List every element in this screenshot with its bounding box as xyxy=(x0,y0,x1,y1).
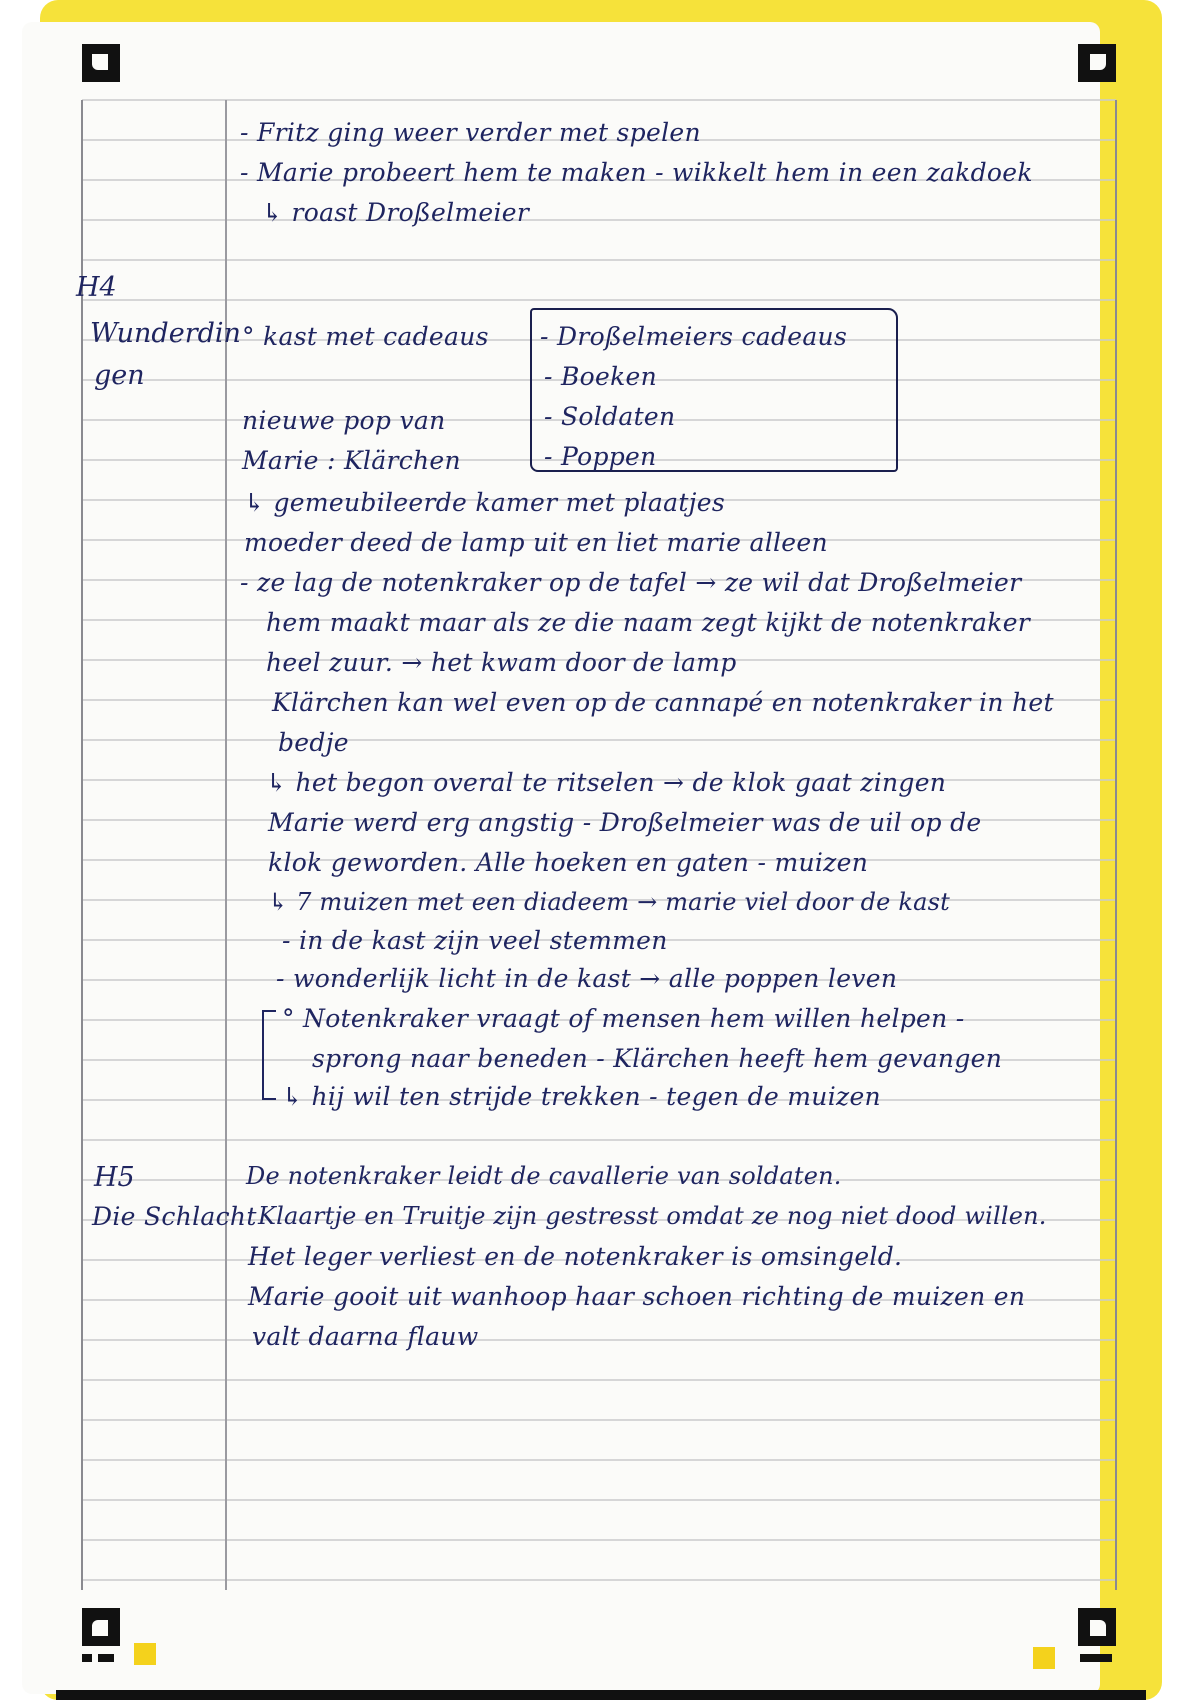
note-line: ↳ hij wil ten strijde trekken - tegen de muizen xyxy=(282,1082,881,1111)
note-line: ° Notenkraker vraagt of mensen hem willen helpen - xyxy=(282,1004,965,1033)
note-line: Marie gooit uit wanhoop haar schoen richting de muizen en xyxy=(248,1282,1026,1311)
note-line: Klärchen kan wel even op de cannapé en notenkraker in het xyxy=(272,688,1054,717)
corner-marker-icon xyxy=(1078,1608,1116,1646)
note-line: - wonderlijk licht in de kast → alle poppen leven xyxy=(276,964,898,993)
note-line: De notenkraker leidt de cavallerie van soldaten. xyxy=(246,1162,842,1190)
note-line: Klaartje en Truitje zijn gestresst omdat ze nog niet dood willen. xyxy=(258,1202,1047,1230)
note-line: ↳ het begon overal te ritselen → de klok gaat zingen xyxy=(266,768,947,797)
chapter-title: Die Schlacht xyxy=(92,1202,257,1231)
chapter-title: gen xyxy=(94,360,145,391)
note-line: klok geworden. Alle hoeken en gaten - muizen xyxy=(268,848,869,877)
chapter-number: H4 xyxy=(76,272,117,303)
bottom-bar xyxy=(56,1690,1146,1700)
chapter-title: Wunderdin xyxy=(90,318,241,349)
note-line: Het leger verliest en de notenkraker is omsingeld. xyxy=(248,1242,903,1271)
note-line: heel zuur. → het kwam door de lamp xyxy=(266,648,737,677)
note-line: - in de kast zijn veel stemmen xyxy=(282,926,668,955)
chapter-number: H5 xyxy=(94,1162,135,1193)
note-line: hem maakt maar als ze die naam zegt kijkt de notenkraker xyxy=(266,608,1031,637)
dash-mark xyxy=(1080,1654,1112,1662)
note-line: - Fritz ging weer verder met spelen xyxy=(240,118,701,147)
yellow-square-icon xyxy=(1033,1647,1055,1669)
note-line: Marie : Klärchen xyxy=(242,446,461,475)
note-line: Marie werd erg angstig - Droßelmeier was de uil op de xyxy=(268,808,982,837)
note-line: valt daarna flauw xyxy=(252,1322,479,1351)
dash-mark xyxy=(82,1654,92,1662)
note-line: sprong naar beneden - Klärchen heeft hem gevangen xyxy=(312,1044,1003,1073)
box-item: - Soldaten xyxy=(544,402,676,431)
bracket-mark xyxy=(262,1010,276,1100)
note-line: ° kast met cadeaus xyxy=(242,322,489,351)
note-line: ↳ gemeubileerde kamer met plaatjes xyxy=(244,488,725,517)
note-line: ↳ roast Droßelmeier xyxy=(262,198,530,227)
box-item: - Droßelmeiers cadeaus xyxy=(540,322,848,351)
box-item: - Boeken xyxy=(544,362,658,391)
note-line: - Marie probeert hem te maken - wikkelt hem in een zakdoek xyxy=(240,158,1033,187)
dash-mark xyxy=(98,1654,114,1662)
yellow-square-icon xyxy=(134,1643,156,1665)
corner-marker-icon xyxy=(82,44,120,82)
note-line: ↳ 7 muizen met een diadeem → marie viel door de kast xyxy=(268,888,950,916)
note-line: nieuwe pop van xyxy=(242,406,446,435)
corner-marker-icon xyxy=(82,1608,120,1646)
note-line: bedje xyxy=(278,728,349,757)
note-line: moeder deed de lamp uit en liet marie alleen xyxy=(244,528,828,557)
box-item: - Poppen xyxy=(544,442,657,471)
note-line: - ze lag de notenkraker op de tafel → ze wil dat Droßelmeier xyxy=(240,568,1022,597)
corner-marker-icon xyxy=(1078,44,1116,82)
